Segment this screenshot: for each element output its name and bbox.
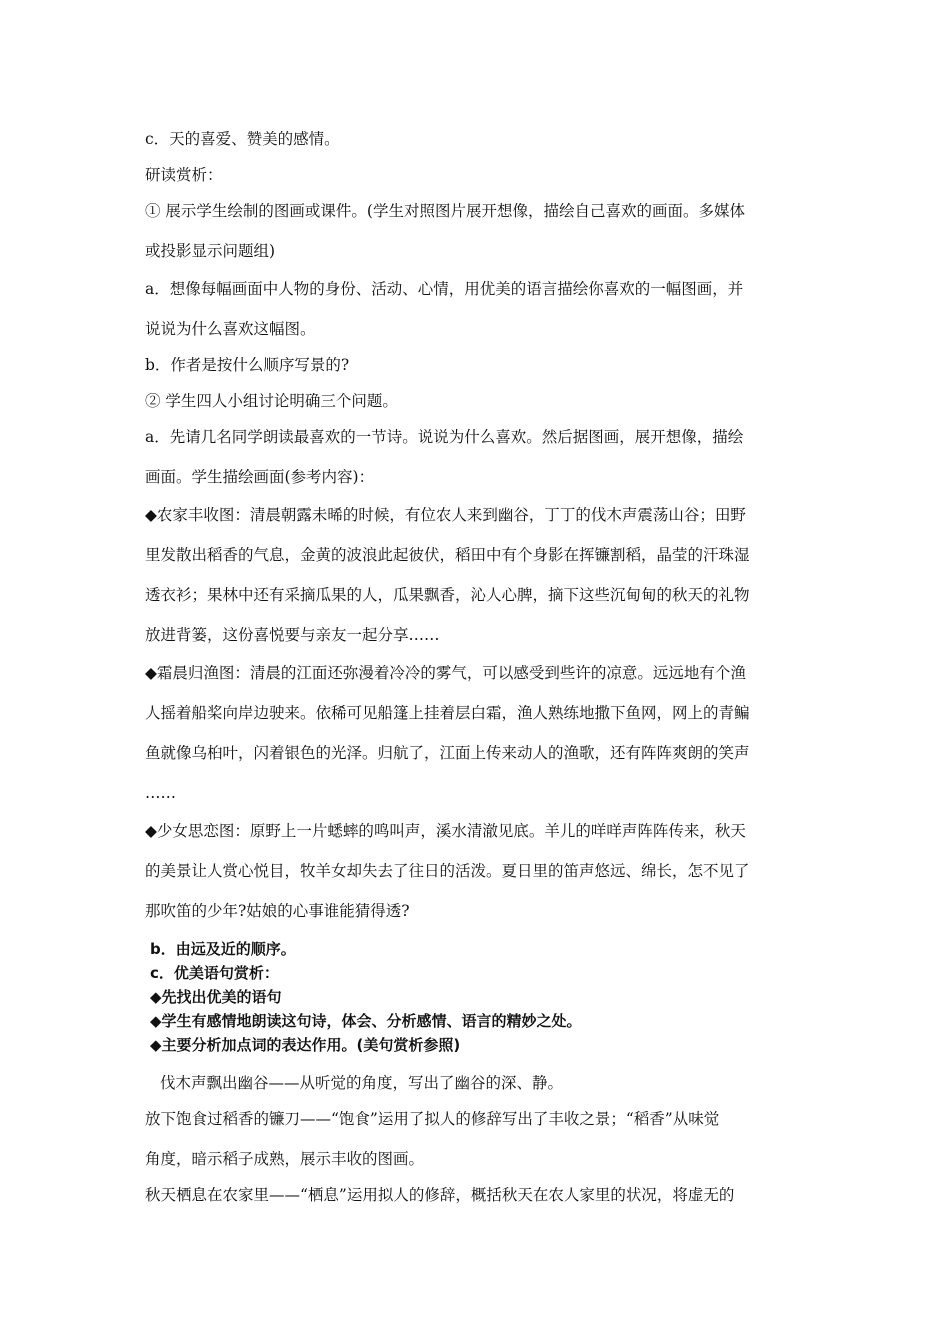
- text-line: 人摇着船桨向岸边驶来。依稀可见船篷上挂着层白霜，渔人熟练地撒下鱼网，网上的青鳊: [145, 704, 750, 722]
- text-line: 角度，暗示稻子成熟，展示丰收的图画。: [145, 1150, 425, 1168]
- text-line: 透衣衫；果林中还有采摘瓜果的人，瓜果飘香，沁人心脾，摘下这些沉甸甸的秋天的礼物: [145, 586, 750, 604]
- text-line: 里发散出稻香的气息，金黄的波浪此起彼伏，稻田中有个身影在挥镰割稻，晶莹的汗珠湿: [145, 546, 750, 564]
- text-line: ◆农家丰收图：清晨朝露未晞的时候，有位农人来到幽谷，丁丁的伐木声震荡山谷；田野: [145, 506, 746, 524]
- text-line: 秋天栖息在农家里——“栖息”运用拟人的修辞，概括秋天在农人家里的状况，将虚无的: [145, 1186, 735, 1204]
- text-line: 放下饱食过稻香的镰刀——“饱食”运用了拟人的修辞写出了丰收之景；“稻香”从味觉: [145, 1110, 720, 1128]
- text-line: c．优美语句赏析：: [150, 964, 279, 982]
- text-line: ① 展示学生绘制的图画或课件。(学生对照图片展开想像，描绘自己喜欢的画面。多媒体: [145, 202, 745, 220]
- text-line: ◆学生有感情地朗读这句诗，体会、分析感情、语言的精妙之处。: [150, 1012, 582, 1030]
- text-line: ◆先找出优美的语句: [150, 988, 282, 1006]
- text-line: 或投影显示问题组): [145, 242, 276, 260]
- text-line: 伐木声飘出幽谷——从听觉的角度，写出了幽谷的深、静。: [160, 1074, 564, 1092]
- text-line: ◆霜晨归渔图：清晨的江面还弥漫着冷冷的雾气，可以感受到些许的凉意。远远地有个渔: [145, 664, 746, 682]
- text-line: ……: [145, 784, 176, 802]
- text-line: ◆主要分析加点词的表达作用。(美句赏析参照): [150, 1036, 461, 1054]
- text-line: 那吹笛的少年?姑娘的心事谁能猜得透?: [145, 902, 410, 920]
- text-line: b．由远及近的顺序。: [150, 940, 296, 958]
- text-line: 的美景让人赏心悦目，牧羊女却失去了往日的活泼。夏日里的笛声悠远、绵长，怎不见了: [145, 862, 750, 880]
- text-line: ◆少女思恋图：原野上一片蟋蟀的鸣叫声，溪水清澈见底。羊儿的咩咩声阵阵传来，秋天: [145, 822, 746, 840]
- text-line: ② 学生四人小组讨论明确三个问题。: [145, 392, 398, 410]
- text-line: b．作者是按什么顺序写景的?: [145, 356, 350, 374]
- text-line: c．天的喜爱、赞美的感情。: [145, 130, 340, 148]
- text-line: 放进背篓，这份喜悦要与亲友一起分享……: [145, 626, 440, 644]
- text-line: 鱼就像乌桕叶，闪着银色的光泽。归航了，江面上传来动人的渔歌，还有阵阵爽朗的笑声: [145, 744, 750, 762]
- text-line: a．先请几名同学朗读最喜欢的一节诗。说说为什么喜欢。然后据图画，展开想像，描绘: [145, 428, 744, 446]
- text-line: 说说为什么喜欢这幅图。: [145, 320, 316, 338]
- section-heading: 研读赏析：: [145, 166, 223, 184]
- text-line: a．想像每幅画面中人物的身份、活动、心情，用优美的语言描绘你喜欢的一幅图画，并: [145, 280, 744, 298]
- text-line: 画面。学生描绘画面(参考内容)：: [145, 468, 375, 486]
